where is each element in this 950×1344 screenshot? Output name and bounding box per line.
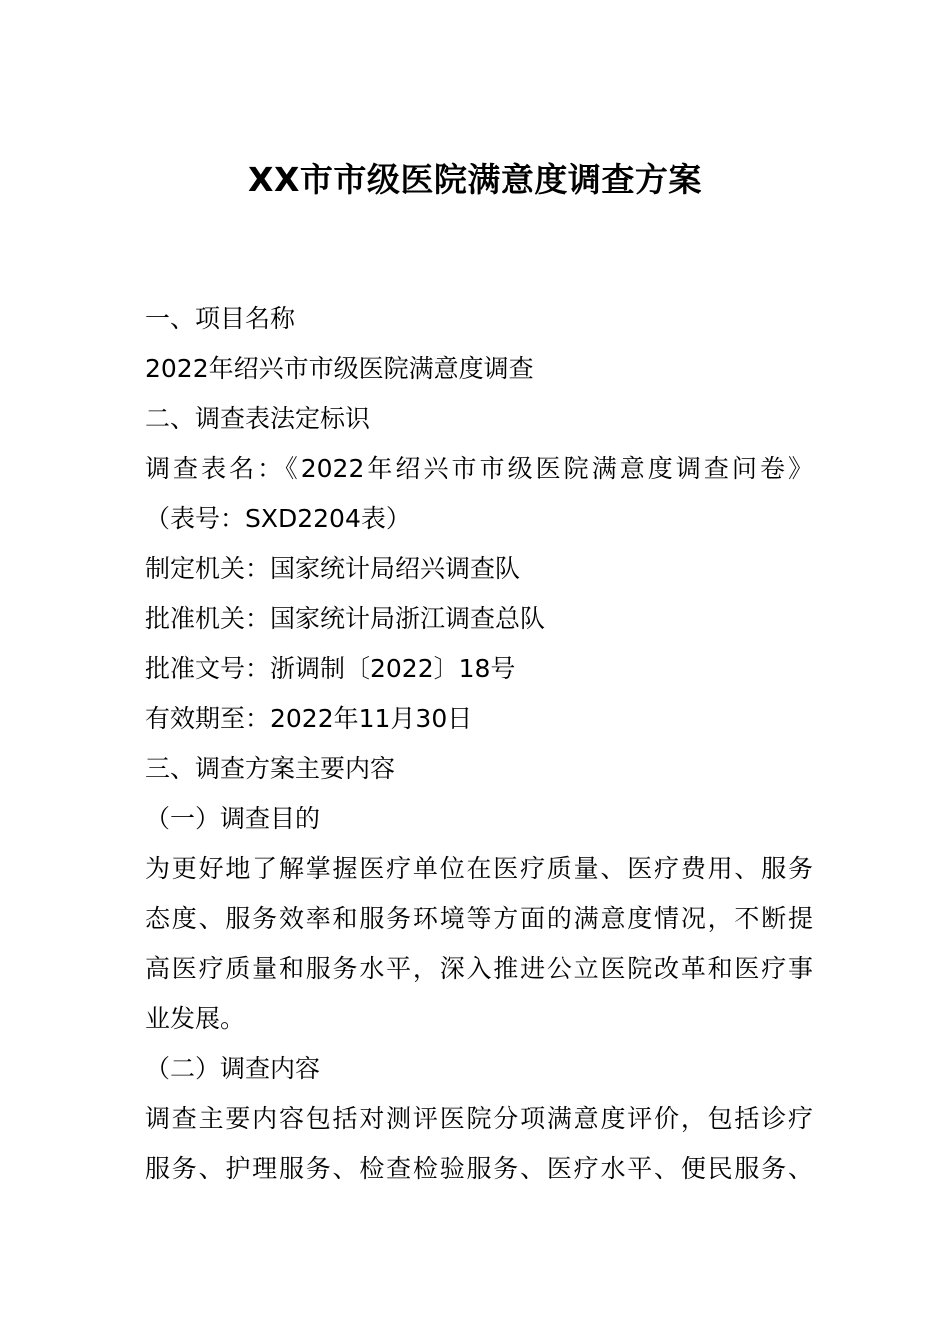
approving-authority: 批准机关：国家统计局浙江调查总队 [145, 604, 546, 633]
document-body [145, 294, 813, 1194]
section-heading-main-content: 三、调查方案主要内容 [145, 754, 396, 783]
approval-number: 批准文号：浙调制〔2022〕18号 [145, 654, 516, 683]
survey-form-name: 调查表名：《2022年绍兴市市级医院满意度调查问卷》 [145, 454, 813, 483]
form-number: （表号：SXD2204表） [145, 504, 411, 533]
purpose-paragraph-line-1: 为更好地了解掌握医疗单位在医疗质量、医疗费用、服务 [145, 854, 813, 883]
valid-until: 有效期至：2022年11月30日 [145, 704, 473, 733]
subsection-heading-purpose: （一）调查目的 [145, 804, 321, 833]
subsection-heading-content: （二）调查内容 [145, 1054, 321, 1083]
project-name-text: 2022年绍兴市市级医院满意度调查 [145, 354, 534, 383]
document-title: XX市市级医院满意度调查方案 [248, 160, 702, 199]
purpose-paragraph-line-3: 高医疗质量和服务水平，深入推进公立医院改革和医疗事 [145, 954, 813, 983]
formulating-authority: 制定机关：国家统计局绍兴调查队 [145, 554, 521, 583]
section-heading-project-name: 一、项目名称 [145, 304, 296, 333]
purpose-paragraph-line-2: 态度、服务效率和服务环境等方面的满意度情况，不断提 [145, 904, 813, 933]
content-paragraph-line-1: 调查主要内容包括对测评医院分项满意度评价，包括诊疗 [145, 1104, 813, 1133]
section-heading-legal-id: 二、调查表法定标识 [145, 404, 371, 433]
purpose-paragraph-line-4: 业发展。 [145, 1004, 246, 1033]
content-paragraph-line-2: 服务、护理服务、检查检验服务、医疗水平、便民服务、 [145, 1154, 813, 1183]
